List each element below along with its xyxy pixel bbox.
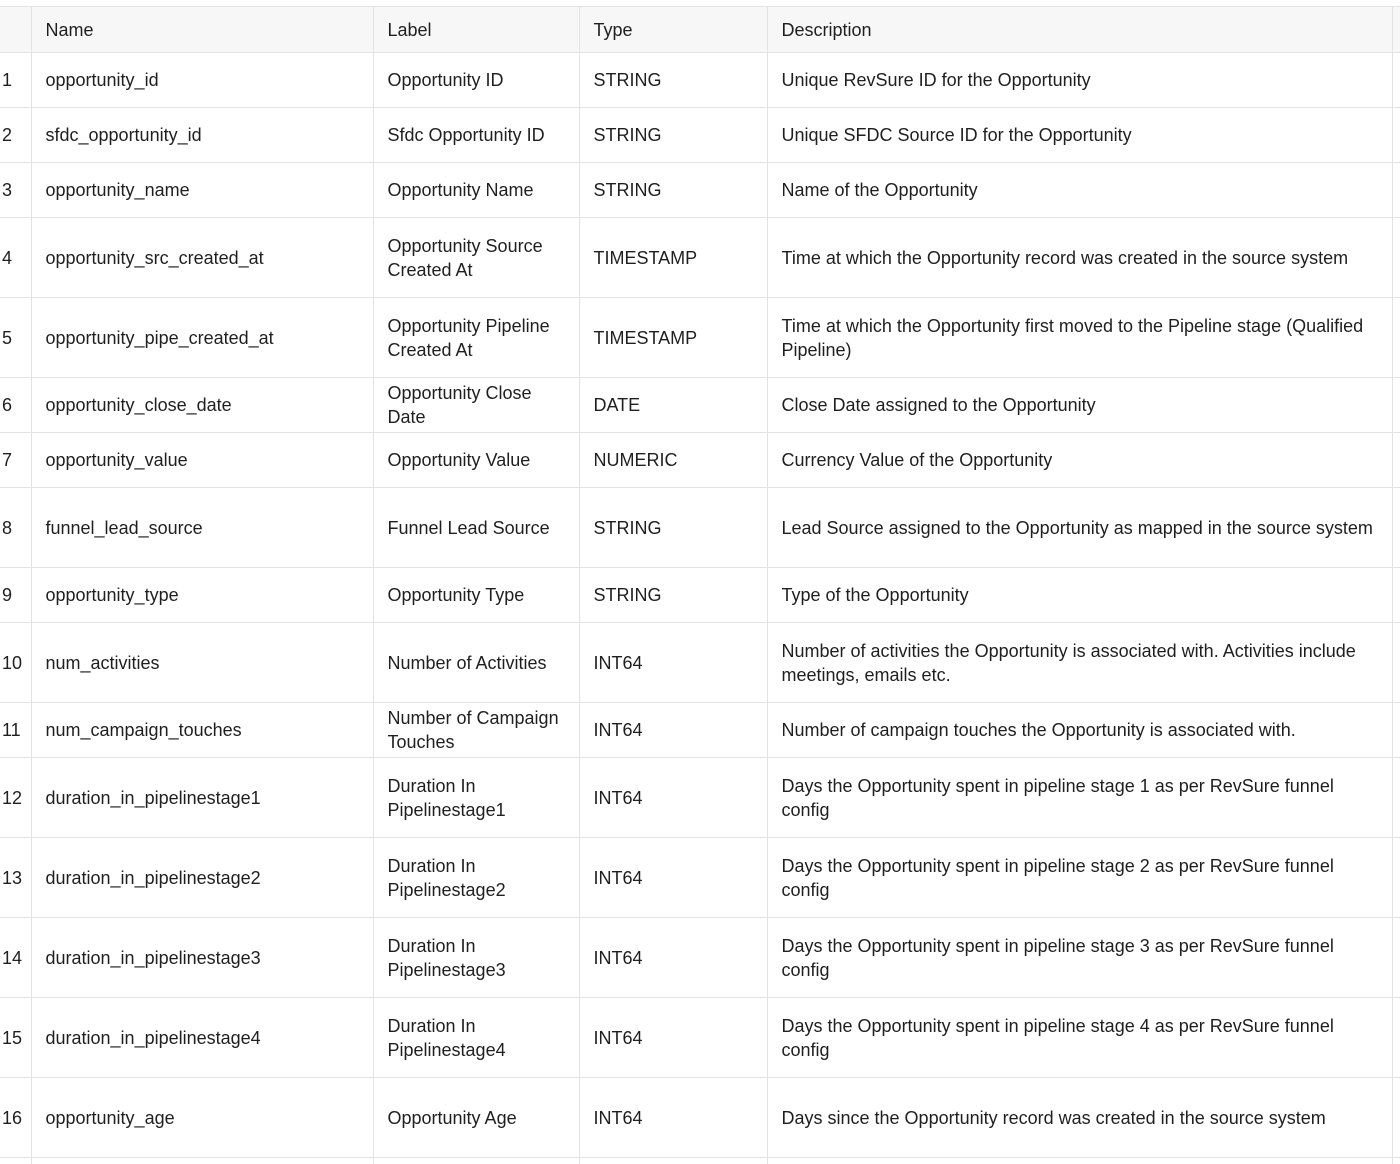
label-cell[interactable]: Number of Campaign Touches [373,703,579,758]
column-header-label[interactable]: Label [373,7,579,53]
empty-cell [579,1158,767,1164]
row-tail-cell [1392,758,1400,838]
label-cell[interactable]: Number of Activities [373,623,579,703]
label-cell[interactable]: Opportunity ID [373,53,579,108]
name-cell[interactable]: opportunity_value [31,433,373,488]
table-header [0,7,1400,53]
empty-cell [0,1158,31,1164]
description-cell[interactable]: Currency Value of the Opportunity [767,433,1392,488]
table-row[interactable] [0,218,1400,298]
description-cell[interactable]: Number of campaign touches the Opportunity is associated with. [767,703,1392,758]
name-cell[interactable]: opportunity_type [31,568,373,623]
row-tail-cell [1392,298,1400,378]
description-cell[interactable]: Days the Opportunity spent in pipeline stage 2 as per RevSure funnel config [767,838,1392,918]
type-cell[interactable]: TIMESTAMP [579,298,767,378]
row-tail-cell [1392,918,1400,998]
description-cell[interactable]: Name of the Opportunity [767,163,1392,218]
table-row[interactable] [0,703,1400,758]
label-cell[interactable]: Opportunity Pipeline Created At [373,298,579,378]
name-cell[interactable]: funnel_lead_source [31,488,373,568]
name-cell[interactable]: duration_in_pipelinestage3 [31,918,373,998]
row-index-cell[interactable]: 14 [0,918,31,998]
row-tail-cell [1392,488,1400,568]
row-index-cell[interactable]: 10 [0,623,31,703]
table-row[interactable] [0,1078,1400,1158]
name-cell[interactable]: num_activities [31,623,373,703]
table-row[interactable] [0,838,1400,918]
row-index-cell[interactable]: 13 [0,838,31,918]
name-cell[interactable]: duration_in_pipelinestage2 [31,838,373,918]
row-index-cell[interactable]: 1 [0,53,31,108]
table-row[interactable] [0,433,1400,488]
name-cell[interactable]: opportunity_src_created_at [31,218,373,298]
table-row[interactable] [0,108,1400,163]
name-cell[interactable]: sfdc_opportunity_id [31,108,373,163]
row-tail-cell [1392,838,1400,918]
name-cell[interactable]: opportunity_age [31,1078,373,1158]
type-cell[interactable]: STRING [579,163,767,218]
row-index-cell[interactable]: 6 [0,378,31,433]
label-cell[interactable]: Sfdc Opportunity ID [373,108,579,163]
table-row[interactable] [0,918,1400,998]
column-header-type[interactable]: Type [579,7,767,53]
label-cell[interactable]: Opportunity Type [373,568,579,623]
empty-cell [1392,1158,1400,1164]
type-cell[interactable]: INT64 [579,623,767,703]
row-index-cell[interactable]: 4 [0,218,31,298]
table-row[interactable] [0,998,1400,1078]
schema-table [0,6,1400,1164]
name-cell[interactable]: opportunity_close_date [31,378,373,433]
row-tail-cell [1392,433,1400,488]
description-cell[interactable]: Days the Opportunity spent in pipeline stage 1 as per RevSure funnel config [767,758,1392,838]
table-row[interactable] [0,378,1400,433]
row-tail-cell [1392,623,1400,703]
label-cell[interactable]: Duration In Pipelinestage3 [373,918,579,998]
header-tail-cell [1392,7,1400,53]
row-index-cell[interactable]: 12 [0,758,31,838]
label-cell[interactable]: Opportunity Age [373,1078,579,1158]
type-cell[interactable]: INT64 [579,1078,767,1158]
table-row-partial [0,1158,1400,1164]
row-index-cell[interactable]: 2 [0,108,31,163]
description-cell[interactable]: Unique SFDC Source ID for the Opportunity [767,108,1392,163]
description-cell[interactable]: Type of the Opportunity [767,568,1392,623]
table-row[interactable] [0,53,1400,108]
name-cell[interactable]: opportunity_name [31,163,373,218]
type-cell[interactable]: INT64 [579,918,767,998]
empty-cell [31,1158,373,1164]
type-cell[interactable]: STRING [579,53,767,108]
row-index-cell[interactable]: 9 [0,568,31,623]
row-index-cell[interactable]: 15 [0,998,31,1078]
description-cell[interactable]: Days since the Opportunity record was created in the source system [767,1078,1392,1158]
row-index-cell[interactable]: 11 [0,703,31,758]
type-cell[interactable]: STRING [579,488,767,568]
type-cell[interactable]: INT64 [579,998,767,1078]
type-cell[interactable]: TIMESTAMP [579,218,767,298]
schema-table-container [0,6,1400,1164]
description-cell[interactable]: Days the Opportunity spent in pipeline stage 4 as per RevSure funnel config [767,998,1392,1078]
column-header-name[interactable]: Name [31,7,373,53]
row-tail-cell [1392,108,1400,163]
description-cell[interactable]: Number of activities the Opportunity is associated with. Activities include meetings, emails etc. [767,623,1392,703]
label-cell[interactable]: Duration In Pipelinestage4 [373,998,579,1078]
description-cell[interactable]: Lead Source assigned to the Opportunity as mapped in the source system [767,488,1392,568]
row-index-cell[interactable]: 3 [0,163,31,218]
row-tail-cell [1392,163,1400,218]
empty-cell [373,1158,579,1164]
table-row[interactable] [0,298,1400,378]
name-cell[interactable]: opportunity_pipe_created_at [31,298,373,378]
type-cell[interactable]: INT64 [579,703,767,758]
type-cell[interactable]: STRING [579,108,767,163]
table-row[interactable] [0,623,1400,703]
description-cell[interactable]: Time at which the Opportunity first moved to the Pipeline stage (Qualified Pipeline) [767,298,1392,378]
type-cell[interactable]: STRING [579,568,767,623]
table-row[interactable] [0,568,1400,623]
type-cell[interactable]: INT64 [579,758,767,838]
label-cell[interactable]: Opportunity Close Date [373,378,579,433]
row-tail-cell [1392,378,1400,433]
column-header-description[interactable]: Description [767,7,1392,53]
row-tail-cell [1392,1078,1400,1158]
row-index-cell[interactable]: 8 [0,488,31,568]
row-tail-cell [1392,703,1400,758]
name-cell[interactable]: num_campaign_touches [31,703,373,758]
label-cell[interactable]: Duration In Pipelinestage1 [373,758,579,838]
type-cell[interactable]: DATE [579,378,767,433]
name-cell[interactable]: duration_in_pipelinestage4 [31,998,373,1078]
row-index-cell[interactable]: 7 [0,433,31,488]
row-tail-cell [1392,998,1400,1078]
type-cell[interactable]: INT64 [579,838,767,918]
label-cell[interactable]: Opportunity Value [373,433,579,488]
row-index-cell[interactable]: 5 [0,298,31,378]
row-tail-cell [1392,53,1400,108]
row-tail-cell [1392,218,1400,298]
label-cell[interactable]: Opportunity Source Created At [373,218,579,298]
label-cell[interactable]: Duration In Pipelinestage2 [373,838,579,918]
label-cell[interactable]: Funnel Lead Source [373,488,579,568]
description-cell[interactable]: Close Date assigned to the Opportunity [767,378,1392,433]
description-cell[interactable]: Days the Opportunity spent in pipeline stage 3 as per RevSure funnel config [767,918,1392,998]
table-row[interactable] [0,163,1400,218]
table-row[interactable] [0,758,1400,838]
header-row [0,7,1400,53]
row-tail-cell [1392,568,1400,623]
table-row[interactable] [0,488,1400,568]
description-cell[interactable]: Time at which the Opportunity record was created in the source system [767,218,1392,298]
name-cell[interactable]: duration_in_pipelinestage1 [31,758,373,838]
header-index-cell [0,7,31,53]
row-index-cell[interactable]: 16 [0,1078,31,1158]
type-cell[interactable]: NUMERIC [579,433,767,488]
label-cell[interactable]: Opportunity Name [373,163,579,218]
empty-cell [767,1158,1392,1164]
description-cell[interactable]: Unique RevSure ID for the Opportunity [767,53,1392,108]
table-body [0,53,1400,1164]
name-cell[interactable]: opportunity_id [31,53,373,108]
